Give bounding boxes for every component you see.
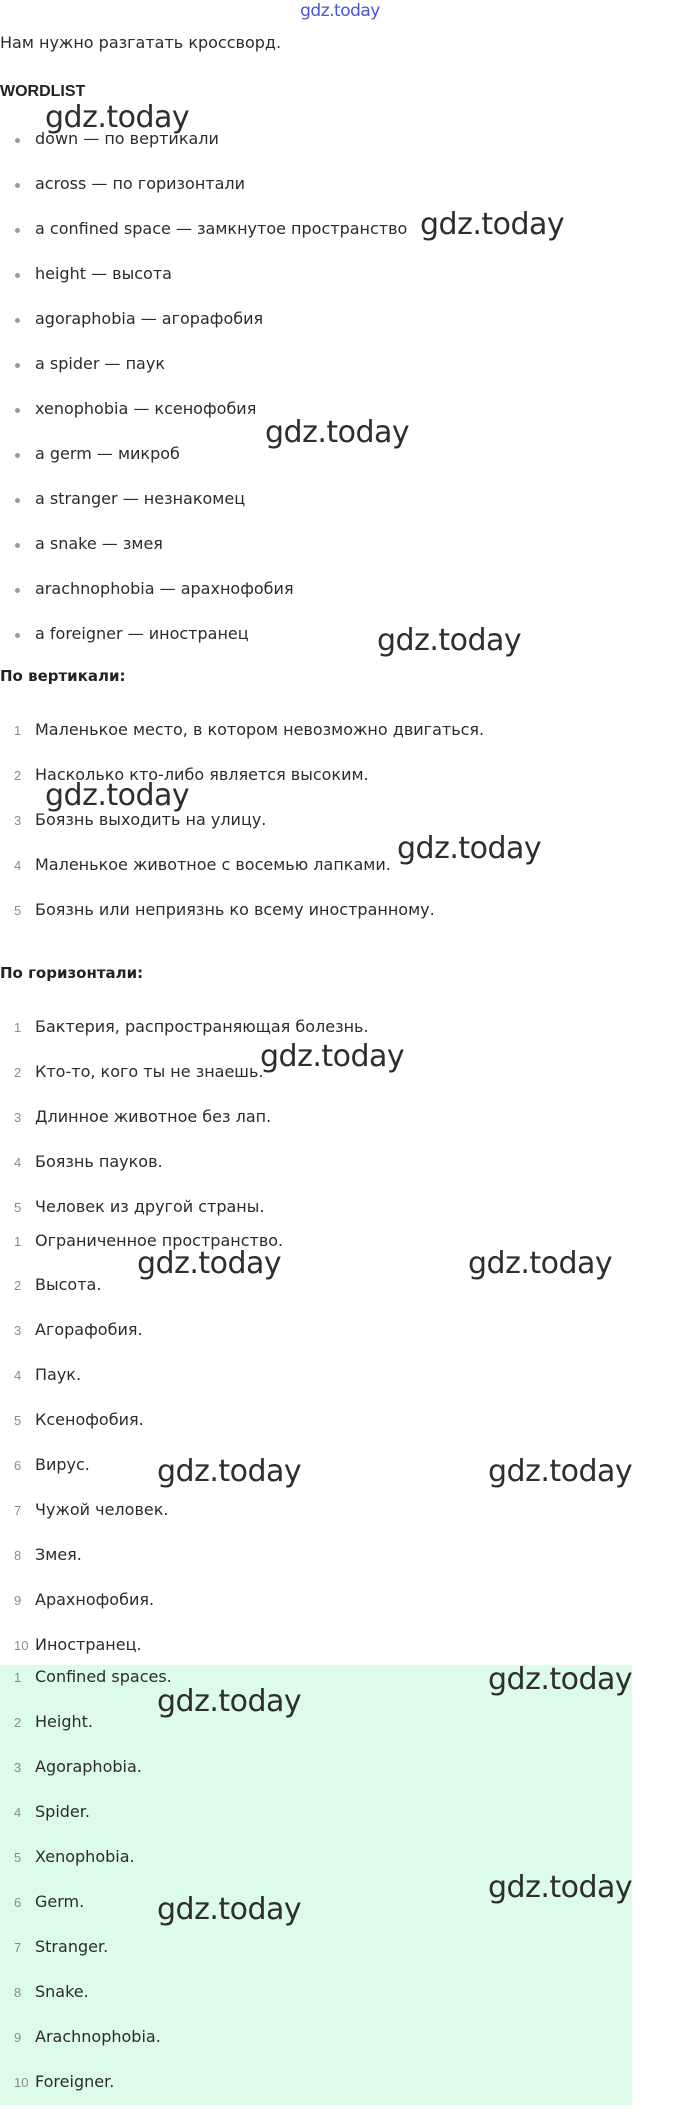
clue-number: 4 xyxy=(14,1155,22,1170)
site-logo[interactable]: gdz.today xyxy=(300,1,380,21)
answer-text: Xenophobia. xyxy=(35,1847,135,1866)
watermark: gdz.today xyxy=(137,1246,282,1281)
clue-text: Человек из другой страны. xyxy=(35,1197,265,1216)
clue-number: 1 xyxy=(14,1020,22,1035)
answer-number: 6 xyxy=(14,1458,22,1473)
watermark: gdz.today xyxy=(45,778,190,813)
list-item: down — по вертикали xyxy=(0,131,407,176)
clue-number: 2 xyxy=(14,1065,22,1080)
answer-number: 4 xyxy=(14,1368,22,1383)
answer-number: 3 xyxy=(14,1760,22,1775)
list-item: height — высота xyxy=(0,266,407,311)
list-item: xenophobia — ксенофобия xyxy=(0,401,407,446)
answer-text: Confined spaces. xyxy=(35,1667,172,1686)
answer-text: Agoraphobia. xyxy=(35,1757,142,1776)
answer-text: Arachnophobia. xyxy=(35,2027,161,2046)
clue-number: 5 xyxy=(14,903,22,918)
list-item: across — по горизонтали xyxy=(0,176,407,221)
watermark: gdz.today xyxy=(377,623,522,658)
clue-text: Маленькое место, в котором невозможно двигаться. xyxy=(35,720,485,739)
answer-number: 9 xyxy=(14,2030,22,2045)
watermark: gdz.today xyxy=(488,1870,633,1905)
clue-text: Бактерия, распространяющая болезнь. xyxy=(35,1017,369,1036)
answer-number: 6 xyxy=(14,1895,22,1910)
answer-number: 4 xyxy=(14,1805,22,1820)
answer-text: Арахнофобия. xyxy=(35,1590,155,1609)
list-item: a stranger — незнакомец xyxy=(0,491,407,536)
list-item: a germ — микроб xyxy=(0,446,407,491)
list-item: a confined space — замкнутое пространство xyxy=(0,221,407,266)
list-item: a snake — змея xyxy=(0,536,407,581)
watermark: gdz.today xyxy=(157,1684,302,1719)
answer-text: Ограниченное пространство. xyxy=(35,1231,284,1250)
clue-number: 4 xyxy=(14,858,22,873)
answer-number: 8 xyxy=(14,1985,22,2000)
clue-number: 2 xyxy=(14,768,22,783)
answer-text: Змея. xyxy=(35,1545,82,1564)
answer-text: Ксенофобия. xyxy=(35,1410,144,1429)
intro-text: Нам нужно разгатать кроссворд. xyxy=(0,33,282,52)
answer-number: 2 xyxy=(14,1278,22,1293)
watermark: gdz.today xyxy=(488,1662,633,1697)
list-item: agoraphobia — агорафобия xyxy=(0,311,407,356)
clue-text: Боязнь или неприязнь ко всему иностранному. xyxy=(35,900,435,919)
watermark: gdz.today xyxy=(468,1246,613,1281)
watermark: gdz.today xyxy=(420,207,565,242)
clue-text: Боязнь пауков. xyxy=(35,1152,163,1171)
list-item: a spider — паук xyxy=(0,356,407,401)
list-item: arachnophobia — арахнофобия xyxy=(0,581,407,626)
vertical-heading: По вертикали: xyxy=(0,667,126,685)
answer-text: Snake. xyxy=(35,1982,89,2001)
watermark: gdz.today xyxy=(397,831,542,866)
answer-text: Germ. xyxy=(35,1892,85,1911)
answer-number: 1 xyxy=(14,1234,22,1249)
answer-number: 7 xyxy=(14,1503,22,1518)
answer-number: 10 xyxy=(14,2075,29,2090)
answer-text: Вирус. xyxy=(35,1455,90,1474)
answer-number: 9 xyxy=(14,1593,22,1608)
clue-text: Кто-то, кого ты не знаешь. xyxy=(35,1062,264,1081)
answer-number: 3 xyxy=(14,1323,22,1338)
wordlist xyxy=(0,129,410,671)
clue-number: 1 xyxy=(14,723,22,738)
clue-number: 3 xyxy=(14,813,22,828)
answer-number: 8 xyxy=(14,1548,22,1563)
watermark: gdz.today xyxy=(45,100,190,135)
answer-text: Агорафобия. xyxy=(35,1320,143,1339)
clue-number: 3 xyxy=(14,1110,22,1125)
clue-text: Длинное животное без лап. xyxy=(35,1107,272,1126)
answer-number: 5 xyxy=(14,1850,22,1865)
clue-text: Боязнь выходить на улицу. xyxy=(35,810,267,829)
list-item: a foreigner — иностранец xyxy=(0,626,407,671)
clue-text: Насколько кто-либо является высоким. xyxy=(35,765,369,784)
clue-text: Маленькое животное с восемью лапками. xyxy=(35,855,391,874)
answer-number: 1 xyxy=(14,1670,22,1685)
answer-text: Spider. xyxy=(35,1802,90,1821)
answer-text: Паук. xyxy=(35,1365,82,1384)
answer-text: Foreigner. xyxy=(35,2072,115,2091)
answer-number: 10 xyxy=(14,1638,29,1653)
answer-text: Чужой человек. xyxy=(35,1500,169,1519)
watermark: gdz.today xyxy=(488,1454,633,1489)
horizontal-heading: По горизонтали: xyxy=(0,964,144,982)
clue-number: 5 xyxy=(14,1200,22,1215)
watermark: gdz.today xyxy=(265,415,410,450)
answer-number: 7 xyxy=(14,1940,22,1955)
watermark: gdz.today xyxy=(260,1039,405,1074)
answer-number: 5 xyxy=(14,1413,22,1428)
watermark: gdz.today xyxy=(157,1892,302,1927)
watermark: gdz.today xyxy=(157,1454,302,1489)
wordlist-heading: WORDLIST xyxy=(0,83,86,100)
answer-number: 2 xyxy=(14,1715,22,1730)
answer-text: Height. xyxy=(35,1712,93,1731)
answer-text: Высота. xyxy=(35,1275,102,1294)
answer-text: Stranger. xyxy=(35,1937,109,1956)
answer-text: Иностранец. xyxy=(35,1635,142,1654)
